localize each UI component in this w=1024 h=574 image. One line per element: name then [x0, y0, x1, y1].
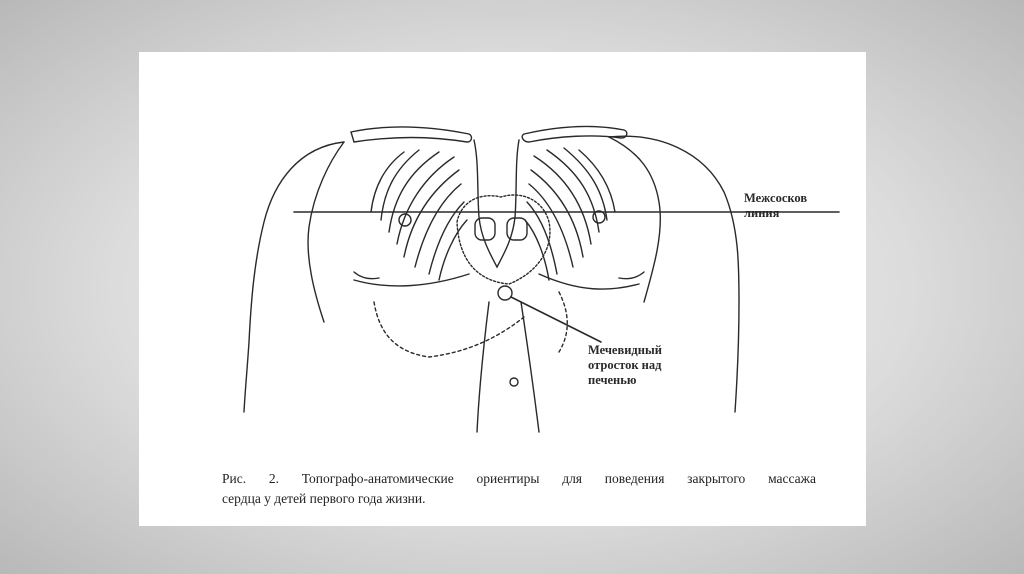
anatomy-illustration	[139, 52, 866, 462]
thumb-right	[507, 218, 527, 240]
liver-outline	[374, 302, 524, 357]
xiphoid-label-l2: отросток над	[588, 358, 662, 372]
ribs-left	[371, 150, 467, 280]
figure-card	[139, 52, 866, 526]
clavicle-right	[522, 127, 627, 142]
thumb-left	[475, 218, 495, 240]
nipple-line-label-l1: Межсосков	[744, 191, 808, 205]
arm-left	[308, 142, 344, 322]
xiphoid-mark	[498, 286, 512, 300]
linea-alba-r	[521, 302, 539, 432]
ribs-right	[525, 148, 615, 280]
xiphoid-label	[588, 343, 662, 388]
umbilicus	[510, 378, 518, 386]
costal-margin	[354, 274, 469, 286]
sternum	[474, 140, 519, 267]
costal-margin-r	[539, 274, 639, 289]
figure-caption-line-2: сердца у детей первого года жизни.	[222, 491, 426, 506]
xiphoid-label-l3: печенью	[588, 373, 637, 387]
xiphoid-label-l1: Мечевидный	[588, 343, 662, 357]
nipple-line-label-l2: линия	[744, 206, 780, 220]
figure-caption	[222, 469, 816, 509]
clavicle-left	[351, 127, 471, 142]
figure-caption-line-1: Рис. 2. Топографо-анатомические ориентиры для поведения закрытого массажа	[222, 471, 816, 486]
linea-alba-l	[477, 302, 489, 432]
body-outline-left	[244, 142, 344, 412]
heart	[457, 195, 550, 284]
xiphoid-pointer	[511, 297, 601, 342]
nipple-line-label	[744, 191, 838, 221]
